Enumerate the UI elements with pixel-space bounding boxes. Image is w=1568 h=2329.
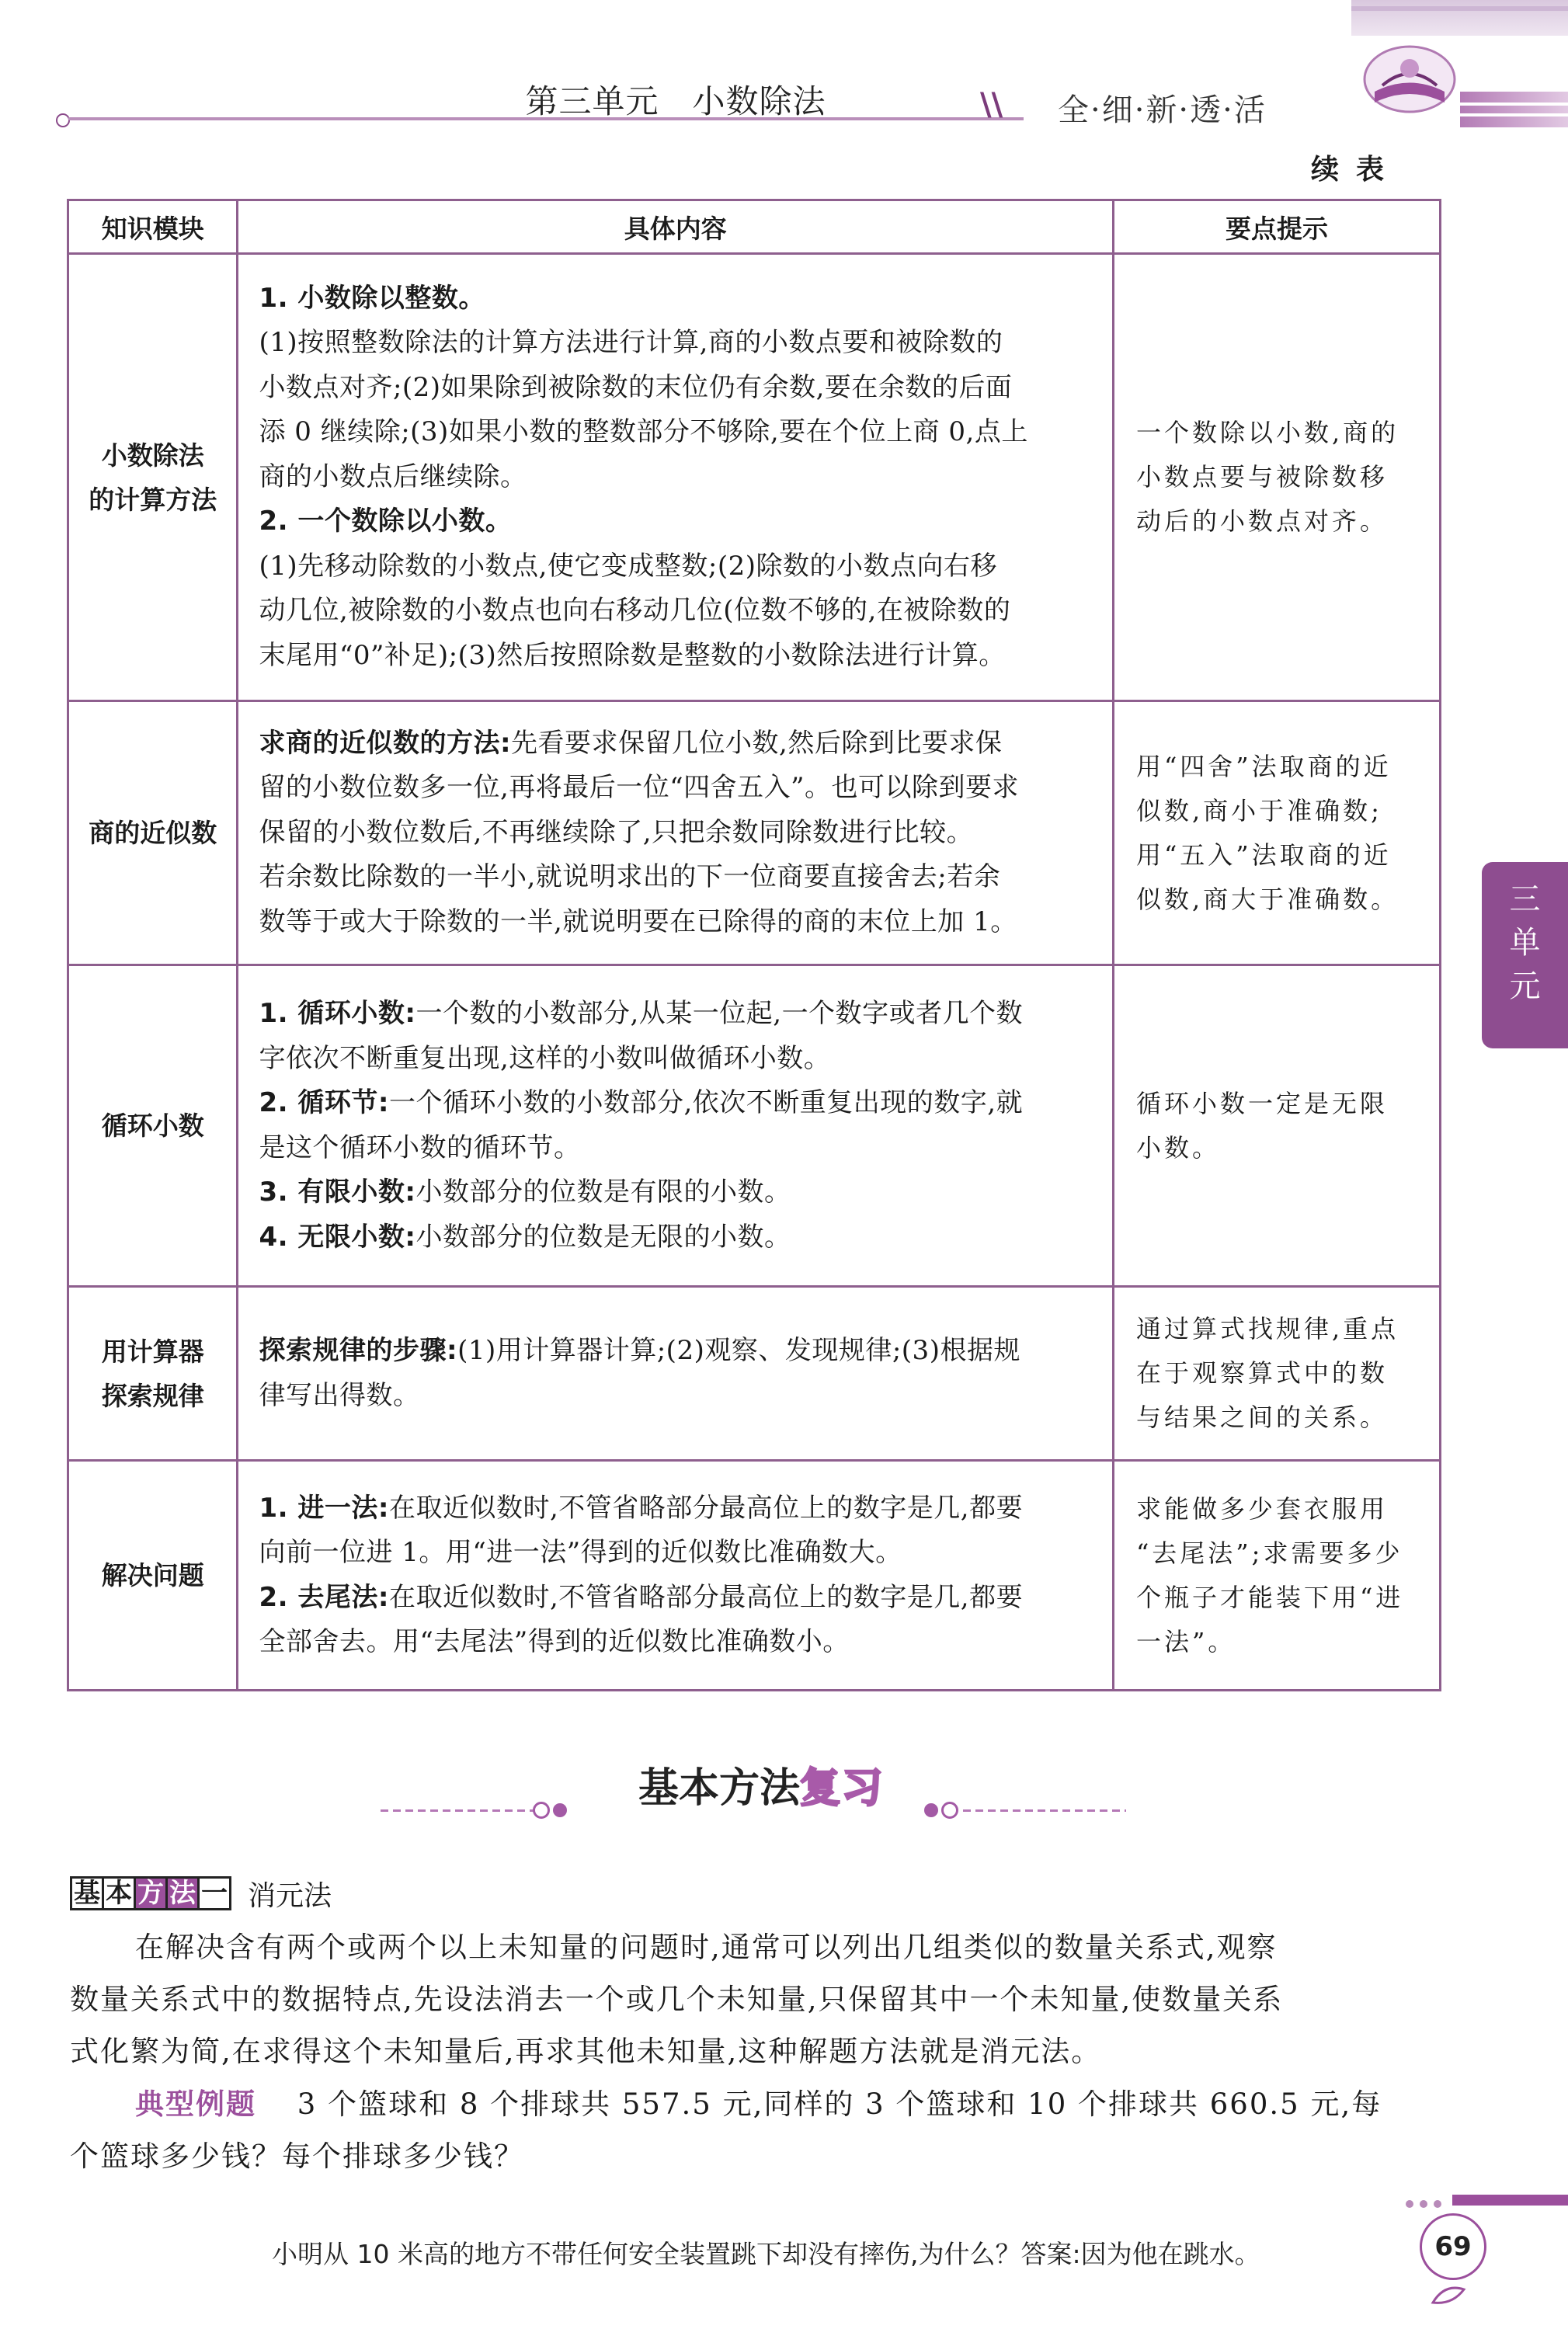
example-tag: 典型例题 bbox=[135, 2087, 256, 2121]
divider-ball bbox=[553, 1803, 567, 1817]
table-row bbox=[68, 965, 1441, 1287]
table-row bbox=[68, 1287, 1441, 1461]
content-cell: 1. 小数除以整数。 (1)按照整数除法的计算方法进行计算,商的小数点要和被除数的 小数点对齐;(2)如果除到被除数的末位仍有余数,要在余数的后面 添 0 继续除;(3)如果小数的整数部分不够除,要在个位上商 0,点上 商的小数点后继续除。 2. 一个数除以小数。 (1)先移动除数的小数点,使它变成整数;(2)除数的小数点向右移 动几位,被除数的小数点也向右移动几位(位数不够的,在被除数的 末尾用“0”补足);(3)然后按照除数是整数的小数除法进行计算。 bbox=[238, 254, 1113, 701]
continued-label: 续表 bbox=[1311, 154, 1402, 186]
table-row bbox=[68, 701, 1441, 965]
module-cell: 解决问题 bbox=[68, 1461, 238, 1691]
content-cell: 求商的近似数的方法:先看要求保留几位小数,然后除到比要求保 留的小数位数多一位,再将最后一位“四舍五入”。也可以除到要求 保留的小数位数后,不再继续除了,只把余数同除数进行比较。 若余数比除数的一半小,就说明求出的下一位商要直接舍去;若余 数等于或大于除数的一半,就说明要在已除得的商的末位上加 1。 bbox=[238, 701, 1113, 965]
footer-bar bbox=[1452, 2195, 1568, 2206]
module-cell: 用计算器 探索规律 bbox=[68, 1287, 238, 1461]
module-cell: 小数除法 的计算方法 bbox=[68, 254, 238, 701]
section-title: 基本方法复习 bbox=[638, 1764, 885, 1812]
module-cell: 商的近似数 bbox=[68, 701, 238, 965]
knowledge-table bbox=[67, 199, 1441, 1691]
table-row bbox=[68, 254, 1441, 701]
page-number: 69 bbox=[1420, 2213, 1486, 2280]
book-logo-icon bbox=[1351, 31, 1468, 124]
column-header: 知识模块 bbox=[68, 200, 238, 254]
header-band bbox=[1460, 92, 1568, 127]
divider-ring bbox=[941, 1802, 958, 1819]
tip-cell: 用“四舍”法取商的近 似数,商小于准确数; 用“五入”法取商的近 似数,商大于准确数。 bbox=[1113, 701, 1440, 965]
footer-riddle: 小明从 10 米高的地方不带任何安全装置跳下却没有摔伤,为什么？答案:因为他在跳水。 bbox=[272, 2239, 1260, 2269]
column-header: 要点提示 bbox=[1113, 200, 1440, 254]
slash-ornament-icon: \\ bbox=[980, 87, 1003, 123]
example-paragraph: 典型例题 3 个篮球和 8 个排球共 557.5 元,同样的 3 个篮球和 10 个排球共 660.5 元,每 个篮球多少钱？每个排球多少钱？ bbox=[70, 2087, 1382, 2173]
content-cell: 1. 进一法:在取近似数时,不管省略部分最高位上的数字是几,都要 向前一位进 1。用“进一法”得到的近似数比准确数大。 2. 去尾法:在取近似数时,不管省略部分最高位上的数字是几,都要 全部舍去。用“去尾法”得到的近似数比准确数小。 bbox=[238, 1461, 1113, 1691]
tip-cell: 一个数除以小数,商的 小数点要与被除数移 动后的小数点对齐。 bbox=[1113, 254, 1440, 701]
leaf-icon bbox=[1429, 2283, 1468, 2306]
header-line-dot bbox=[56, 113, 70, 127]
table-header-row bbox=[68, 200, 1441, 254]
method-name: 消元法 bbox=[248, 1879, 332, 1912]
divider bbox=[963, 1809, 1126, 1812]
content-cell: 1. 循环小数:一个数的小数部分,从某一位起,一个数字或者几个数 字依次不断重复出现,这样的小数叫做循环小数。 2. 循环节:一个循环小数的小数部分,依次不断重复出现的数字,就 是这个循环小数的循环节。 3. 有限小数:小数部分的位数是有限的小数。 4. 无限小数:小数部分的位数是无限的小数。 bbox=[238, 965, 1113, 1287]
divider-ball bbox=[924, 1803, 938, 1817]
series-slogan: 全·细·新·透·活 bbox=[1058, 92, 1267, 128]
table-row bbox=[68, 1461, 1441, 1691]
unit-title: 第三单元 小数除法 bbox=[525, 83, 826, 120]
method-paragraph: 在解决含有两个或两个以上未知量的问题时,通常可以列出几组类似的数量关系式,观察 数量关系式中的数据特点,先设法消去一个或几个未知量,只保留其中一个未知量,使数量关系 式化繁为简,在求得这个未知量后,再求其他未知量,这种解题方法就是消元法。 bbox=[70, 1931, 1284, 2068]
tip-cell: 通过算式找规律,重点 在于观察算式中的数 与结果之间的关系。 bbox=[1113, 1287, 1440, 1461]
footer-dots bbox=[1406, 2196, 1448, 2211]
method-tag: 基 本 方 法 一 消元法 bbox=[70, 1875, 332, 1912]
module-cell: 循环小数 bbox=[68, 965, 238, 1287]
tip-cell: 求能做多少套衣服用 “去尾法”;求需要多少 个瓶子才能装下用“进 一法”。 bbox=[1113, 1461, 1440, 1691]
unit-side-tab: 三 单 元 bbox=[1482, 862, 1568, 1048]
divider-ring bbox=[533, 1802, 550, 1819]
column-header: 具体内容 bbox=[238, 200, 1113, 254]
tip-cell: 循环小数一定是无限 小数。 bbox=[1113, 965, 1440, 1287]
section-heading bbox=[381, 1747, 1126, 1825]
content-cell: 探索规律的步骤:(1)用计算器计算;(2)观察、发现规律;(3)根据规 律写出得数。 bbox=[238, 1287, 1113, 1461]
divider bbox=[381, 1809, 536, 1812]
